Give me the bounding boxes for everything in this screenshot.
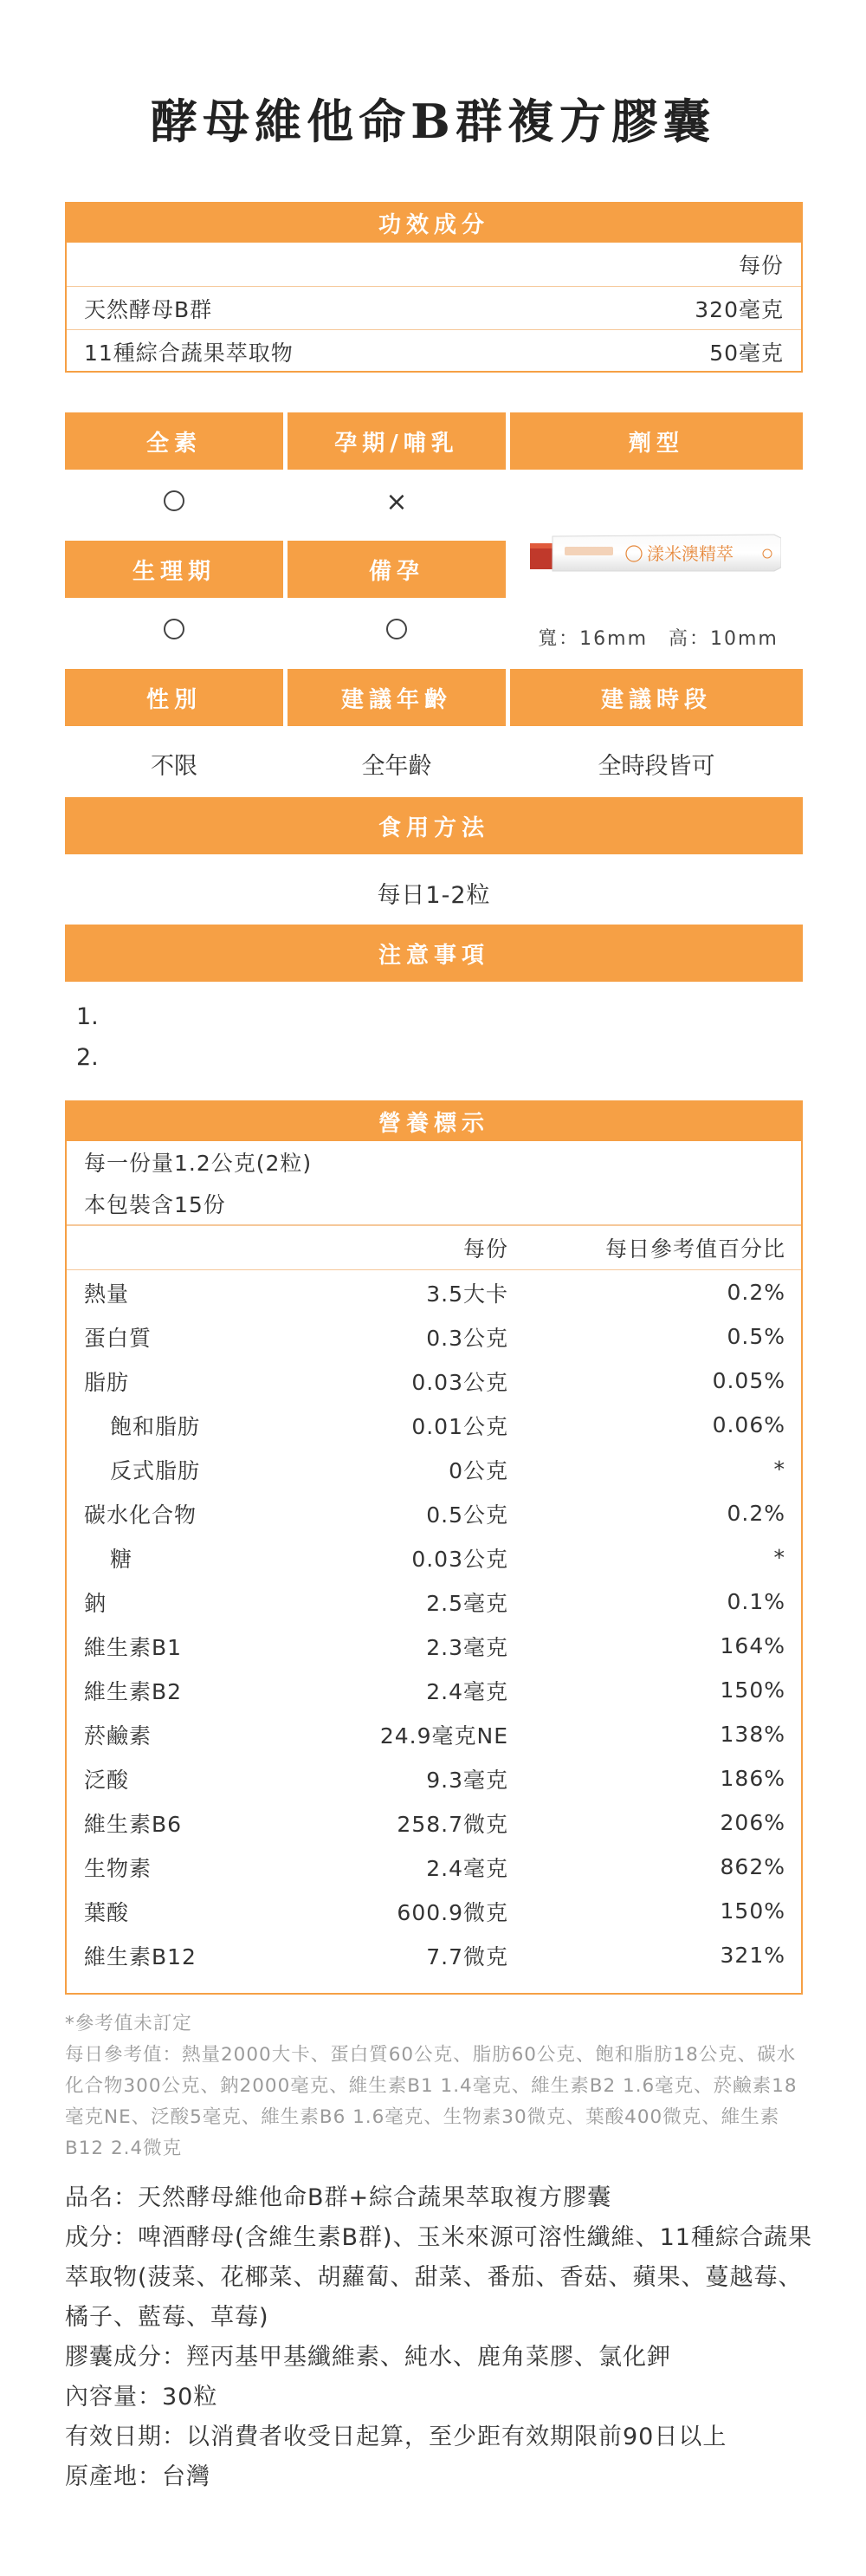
nutrient-name: 脂肪 xyxy=(84,1369,130,1395)
cautions-header: 注意事項 xyxy=(65,925,803,982)
pregnancy-value: × xyxy=(385,487,408,517)
nutrient-amount: 2.5毫克 xyxy=(426,1590,508,1616)
effect-header: 功效成分 xyxy=(67,204,801,243)
nutrition-header: 營養標示 xyxy=(67,1102,801,1141)
age-label: 建議年齡 xyxy=(288,669,506,726)
nutrition-table xyxy=(65,1100,803,1995)
nutrient-daily-value: 0.5% xyxy=(727,1324,785,1349)
nutrition-row xyxy=(67,1535,801,1580)
nutrient-name: 維生素B12 xyxy=(84,1943,197,1969)
nutrient-amount: 9.3毫克 xyxy=(426,1767,508,1793)
menstrual-label: 生理期 xyxy=(65,541,283,598)
time-label: 建議時段 xyxy=(510,669,803,726)
nutrient-name: 糖 xyxy=(110,1546,133,1572)
caution-item: 2. xyxy=(76,1044,99,1071)
effect-row xyxy=(67,329,801,373)
servings-per-pack: 本包裝含15份 xyxy=(84,1192,226,1217)
nutrient-amount: 2.4毫克 xyxy=(426,1855,508,1881)
menstrual-circle-icon xyxy=(65,619,283,643)
nutrition-row xyxy=(67,1933,801,1977)
effect-table xyxy=(65,202,803,373)
nutrition-row xyxy=(67,1447,801,1491)
nutrient-daily-value: 206% xyxy=(720,1810,785,1835)
product-info xyxy=(65,2178,818,2497)
origin-line: 原產地：台灣 xyxy=(65,2463,210,2490)
nutrition-rows xyxy=(67,1224,801,1977)
vegan-label: 全素 xyxy=(65,412,283,470)
nutrient-amount: 258.7微克 xyxy=(397,1811,508,1837)
dosage-form-label: 劑型 xyxy=(510,412,803,470)
nutrition-row xyxy=(67,1845,801,1889)
nutrient-daily-value: * xyxy=(773,1457,785,1482)
page-title: 酵母維他命B群複方膠囊 xyxy=(151,94,715,149)
nutrient-amount: 3.5大卡 xyxy=(426,1281,508,1307)
nutrition-row xyxy=(67,1359,801,1403)
nutrition-row xyxy=(67,1580,801,1624)
nutrition-row xyxy=(67,1668,801,1712)
serving-size: 每一份量1.2公克(2粒) xyxy=(84,1151,313,1176)
effect-ingredient-amount: 320毫克 xyxy=(695,296,784,322)
nutrient-amount: 0.3公克 xyxy=(426,1325,508,1351)
product-name-line: 品名：天然酵母維他命B群+綜合蔬果萃取複方膠囊 xyxy=(65,2184,612,2211)
footnote xyxy=(65,2008,810,2164)
product-stick-image xyxy=(530,531,781,574)
nutrition-col-headers xyxy=(67,1226,801,1270)
nutrition-row xyxy=(67,1403,801,1447)
nutrition-row xyxy=(67,1314,801,1359)
nutrient-daily-value: 150% xyxy=(720,1898,785,1924)
gender-value: 不限 xyxy=(151,753,197,780)
nutrient-daily-value: 0.2% xyxy=(727,1280,785,1305)
nutrient-daily-value: 138% xyxy=(720,1722,785,1747)
nutrient-name: 維生素B6 xyxy=(84,1811,183,1837)
nutrient-name: 鈉 xyxy=(84,1590,107,1616)
preparing-pregnancy-label: 備孕 xyxy=(288,541,506,598)
nutrient-name: 熱量 xyxy=(84,1281,130,1307)
nutrient-name: 泛酸 xyxy=(84,1767,130,1793)
nutrient-daily-value: * xyxy=(773,1545,785,1570)
nutrient-amount: 24.9毫克NE xyxy=(379,1723,508,1749)
nutrient-amount: 2.4毫克 xyxy=(426,1678,508,1704)
footnote-undetermined: *參考值未訂定 xyxy=(65,2013,192,2034)
nutrient-name: 菸鹼素 xyxy=(84,1723,152,1749)
time-value: 全時段皆可 xyxy=(598,753,715,780)
gender-label: 性別 xyxy=(65,669,283,726)
capsule-ingredients-line: 膠囊成分：羥丙基甲基纖維素、純水、鹿角菜膠、氯化鉀 xyxy=(65,2344,671,2371)
nutrient-daily-value: 0.05% xyxy=(712,1368,785,1393)
nutrient-name: 反式脂肪 xyxy=(110,1457,201,1483)
nutrient-daily-value: 186% xyxy=(720,1766,785,1791)
effect-ingredient-name: 天然酵母B群 xyxy=(84,296,213,322)
effect-col-header xyxy=(67,243,801,286)
usage-header: 食用方法 xyxy=(65,797,803,854)
product-dimensions: 寬：16mm 高：10mm xyxy=(538,628,779,650)
effect-col-per-serving: 每份 xyxy=(738,253,784,278)
nutrient-daily-value: 0.2% xyxy=(727,1501,785,1526)
ingredients-line: 成分：啤酒酵母(含維生素B群)、玉米來源可溶性纖維、11種綜合蔬果萃取物(菠菜、花椰菜、胡蘿蔔、甜菜、番茄、香菇、蘋果、蔓越莓、橘子、藍莓、草莓) xyxy=(65,2224,812,2331)
col-per-serving: 每份 xyxy=(462,1236,508,1262)
nutrition-row xyxy=(67,1801,801,1845)
nutrient-name: 蛋白質 xyxy=(84,1325,152,1351)
nutrient-name: 生物素 xyxy=(84,1855,152,1881)
nutrient-daily-value: 164% xyxy=(720,1633,785,1658)
caution-item: 1. xyxy=(76,1003,99,1030)
nutrient-name: 碳水化合物 xyxy=(84,1502,197,1528)
net-content-line: 內容量：30粒 xyxy=(65,2384,218,2411)
nutrition-row xyxy=(67,1756,801,1801)
nutrient-daily-value: 150% xyxy=(720,1677,785,1703)
effect-ingredient-amount: 50毫克 xyxy=(709,340,784,366)
nutrient-daily-value: 0.06% xyxy=(712,1412,785,1437)
nutrient-daily-value: 321% xyxy=(720,1943,785,1968)
nutrient-amount: 0.5公克 xyxy=(426,1502,508,1528)
nutrition-row xyxy=(67,1889,801,1933)
nutrition-row xyxy=(67,1712,801,1756)
nutrient-name: 維生素B2 xyxy=(84,1678,183,1704)
product-pack-text: 漾米澳精萃 xyxy=(647,543,734,564)
nutrient-daily-value: 862% xyxy=(720,1854,785,1879)
nutrient-name: 維生素B1 xyxy=(84,1634,183,1660)
nutrient-amount: 7.7微克 xyxy=(426,1943,508,1969)
nutrient-name: 葉酸 xyxy=(84,1899,130,1925)
nutrition-body xyxy=(67,1270,801,1977)
usage-value: 每日1-2粒 xyxy=(377,882,491,909)
nutrient-name: 飽和脂肪 xyxy=(110,1413,201,1439)
nutrient-amount: 600.9微克 xyxy=(397,1899,508,1925)
age-value: 全年齡 xyxy=(361,753,432,780)
nutrition-row xyxy=(67,1624,801,1668)
nutrient-amount: 0.03公克 xyxy=(411,1546,508,1572)
effect-ingredient-name: 11種綜合蔬果萃取物 xyxy=(84,340,294,366)
vegan-circle-icon xyxy=(65,490,283,515)
nutrient-amount: 0.01公克 xyxy=(411,1413,508,1439)
pregnancy-label: 孕期/哺乳 xyxy=(288,412,506,470)
footnote-daily-reference: 每日參考值：熱量2000大卡、蛋白質60公克、脂肪60公克、飽和脂肪18公克、碳水化合物300公克、鈉2000毫克、維生素B1 1.4毫克、維生素B2 1.6毫克、菸鹼素18毫克NE、泛酸5毫克、維生素B6 1.6毫克、生物素30微克、葉酸400微克、維生素B12 2.4微克 xyxy=(65,2044,798,2159)
nutrient-daily-value: 0.1% xyxy=(727,1589,785,1614)
nutrition-row xyxy=(67,1491,801,1535)
col-daily-value: 每日參考值百分比 xyxy=(604,1236,785,1262)
preparing-circle-icon xyxy=(288,619,506,643)
expiry-line: 有效日期：以消費者收受日起算，至少距有效期限前90日以上 xyxy=(65,2424,727,2450)
nutrient-amount: 0公克 xyxy=(449,1457,508,1483)
nutrition-row xyxy=(67,1270,801,1314)
effect-row xyxy=(67,286,801,329)
nutrient-amount: 2.3毫克 xyxy=(426,1634,508,1660)
nutrient-amount: 0.03公克 xyxy=(411,1369,508,1395)
